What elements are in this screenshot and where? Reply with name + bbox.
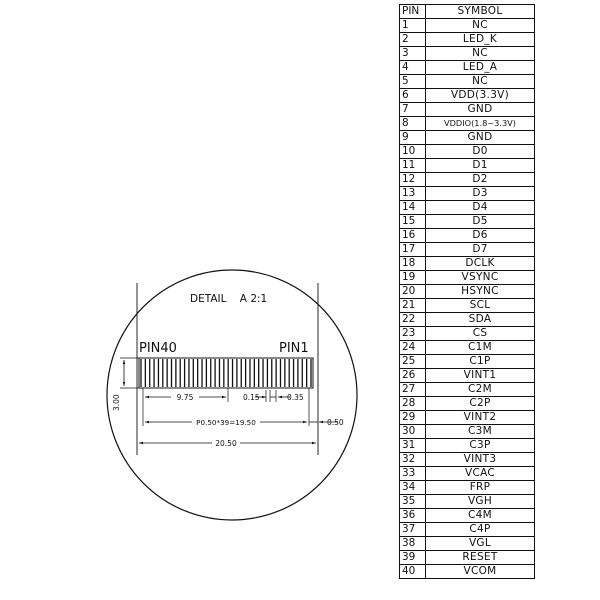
- pin-number: 14: [400, 201, 426, 215]
- pin-symbol: C4M: [426, 509, 535, 523]
- pin-number: 32: [400, 453, 426, 467]
- table-row: [400, 33, 535, 47]
- table-row: [400, 551, 535, 565]
- offset-dim-label: 9.75: [176, 393, 194, 402]
- pin-symbol: D2: [426, 173, 535, 187]
- table-row: [400, 131, 535, 145]
- pin-symbol: LED_K: [426, 33, 535, 47]
- pin-symbol: VCAC: [426, 467, 535, 481]
- table-row: [400, 327, 535, 341]
- pin-symbol: D6: [426, 229, 535, 243]
- pin-number: 38: [400, 537, 426, 551]
- pin-symbol: D0: [426, 145, 535, 159]
- pin-symbol: VSYNC: [426, 271, 535, 285]
- table-row: [400, 173, 535, 187]
- pin-symbol: D7: [426, 243, 535, 257]
- edge-dim-label: 0.50: [327, 418, 344, 427]
- pin-symbol: D4: [426, 201, 535, 215]
- pin-number: 24: [400, 341, 426, 355]
- table-row: [400, 341, 535, 355]
- table-row: [400, 257, 535, 271]
- pin-number: 8: [400, 117, 426, 131]
- pin-field-outline: [139, 358, 313, 388]
- table-row: [400, 117, 535, 131]
- pin-symbol: C2P: [426, 397, 535, 411]
- table-row: [400, 229, 535, 243]
- pin-symbol: HSYNC: [426, 285, 535, 299]
- pin-number: 20: [400, 285, 426, 299]
- pin-symbol: C4P: [426, 523, 535, 537]
- table-row: [400, 509, 535, 523]
- pin-number: 35: [400, 495, 426, 509]
- table-row: [400, 75, 535, 89]
- pin-symbol: VCOM: [426, 565, 535, 579]
- table-row: [400, 215, 535, 229]
- table-row: [400, 313, 535, 327]
- table-row: [400, 565, 535, 579]
- table-row: [400, 187, 535, 201]
- pin-symbol: DCLK: [426, 257, 535, 271]
- table-row: [400, 425, 535, 439]
- table-row: [400, 355, 535, 369]
- pin-gap-label: 0.35: [287, 393, 304, 402]
- pin-number: 15: [400, 215, 426, 229]
- table-row: [400, 299, 535, 313]
- pin-symbol: VINT1: [426, 369, 535, 383]
- pin-number: 17: [400, 243, 426, 257]
- pin-symbol: NC: [426, 47, 535, 61]
- pin-number: 26: [400, 369, 426, 383]
- pin-number: 28: [400, 397, 426, 411]
- pin-symbol: SCL: [426, 299, 535, 313]
- symbol-header: SYMBOL: [426, 5, 535, 19]
- detail-title: DETAIL A 2:1: [190, 293, 268, 305]
- pin-number: 18: [400, 257, 426, 271]
- table-row: [400, 397, 535, 411]
- pin-symbol: C1P: [426, 355, 535, 369]
- pin-symbol: NC: [426, 19, 535, 33]
- pin-symbol: VDD(3.3V): [426, 89, 535, 103]
- pin-number: 36: [400, 509, 426, 523]
- pitch-dim-label: P0.50*39=19.50: [196, 418, 256, 427]
- pin-number: 22: [400, 313, 426, 327]
- pin-symbol: C1M: [426, 341, 535, 355]
- pin-number: 6: [400, 89, 426, 103]
- pin-symbol: FRP: [426, 481, 535, 495]
- pin-symbol: LED_A: [426, 61, 535, 75]
- pin-symbol: VINT2: [426, 411, 535, 425]
- pin-number: 16: [400, 229, 426, 243]
- pin-assignment-table: [399, 4, 535, 579]
- table-row: [400, 467, 535, 481]
- pin-symbol: GND: [426, 131, 535, 145]
- pin-symbol: VGH: [426, 495, 535, 509]
- table-row: [400, 159, 535, 173]
- pin-number: 25: [400, 355, 426, 369]
- pin-number: 10: [400, 145, 426, 159]
- pin1-label: PIN1: [279, 341, 309, 356]
- pin-number: 37: [400, 523, 426, 537]
- pin-symbol: GND: [426, 103, 535, 117]
- pin-number: 7: [400, 103, 426, 117]
- pin-symbol: C2M: [426, 383, 535, 397]
- pin-number: 9: [400, 131, 426, 145]
- table-row: [400, 369, 535, 383]
- table-row: [400, 19, 535, 33]
- table-row: [400, 411, 535, 425]
- pin-number: 27: [400, 383, 426, 397]
- pin-number: 29: [400, 411, 426, 425]
- pin-symbol: D3: [426, 187, 535, 201]
- pin-number: 5: [400, 75, 426, 89]
- pin-number: 19: [400, 271, 426, 285]
- pin-symbol: D5: [426, 215, 535, 229]
- pin-header: PIN: [400, 5, 426, 19]
- connector-pins: [141, 359, 311, 387]
- pin40-label: PIN40: [139, 341, 177, 356]
- pin-symbol: CS: [426, 327, 535, 341]
- table-row: [400, 47, 535, 61]
- table-row: [400, 61, 535, 75]
- table-row: [400, 103, 535, 117]
- table-row: [400, 537, 535, 551]
- table-row: [400, 145, 535, 159]
- pin-symbol: RESET: [426, 551, 535, 565]
- pin-number: 2: [400, 33, 426, 47]
- height-dim-label: 3.00: [112, 394, 121, 411]
- pin-number: 3: [400, 47, 426, 61]
- table-row: [400, 201, 535, 215]
- pin-symbol: D1: [426, 159, 535, 173]
- table-row: [400, 523, 535, 537]
- pin-symbol: VINT3: [426, 453, 535, 467]
- detail-circle: [107, 270, 357, 520]
- table-row: [400, 271, 535, 285]
- table-row: [400, 495, 535, 509]
- pin-number: 31: [400, 439, 426, 453]
- table-row: [400, 383, 535, 397]
- pin-symbol: C3M: [426, 425, 535, 439]
- pin-number: 39: [400, 551, 426, 565]
- table-header-row: [400, 5, 535, 19]
- pin-symbol: VDDIO(1.8~3.3V): [426, 117, 535, 131]
- pin-number: 34: [400, 481, 426, 495]
- pin-number: 33: [400, 467, 426, 481]
- pin-number: 1: [400, 19, 426, 33]
- pin-symbol: SDA: [426, 313, 535, 327]
- table-row: [400, 243, 535, 257]
- table-row: [400, 453, 535, 467]
- pin-symbol: C3P: [426, 439, 535, 453]
- pin-number: 4: [400, 61, 426, 75]
- pin-symbol: NC: [426, 75, 535, 89]
- pin-number: 21: [400, 299, 426, 313]
- table-row: [400, 439, 535, 453]
- pin-symbol: VGL: [426, 537, 535, 551]
- pin-number: 40: [400, 565, 426, 579]
- pin-number: 12: [400, 173, 426, 187]
- pin-number: 13: [400, 187, 426, 201]
- pin-number: 30: [400, 425, 426, 439]
- table-row: [400, 89, 535, 103]
- pin-width-label: 0.15: [243, 393, 260, 402]
- pin-number: 23: [400, 327, 426, 341]
- table-row: [400, 285, 535, 299]
- pin-number: 11: [400, 159, 426, 173]
- table-row: [400, 481, 535, 495]
- total-dim-label: 20.50: [215, 439, 237, 448]
